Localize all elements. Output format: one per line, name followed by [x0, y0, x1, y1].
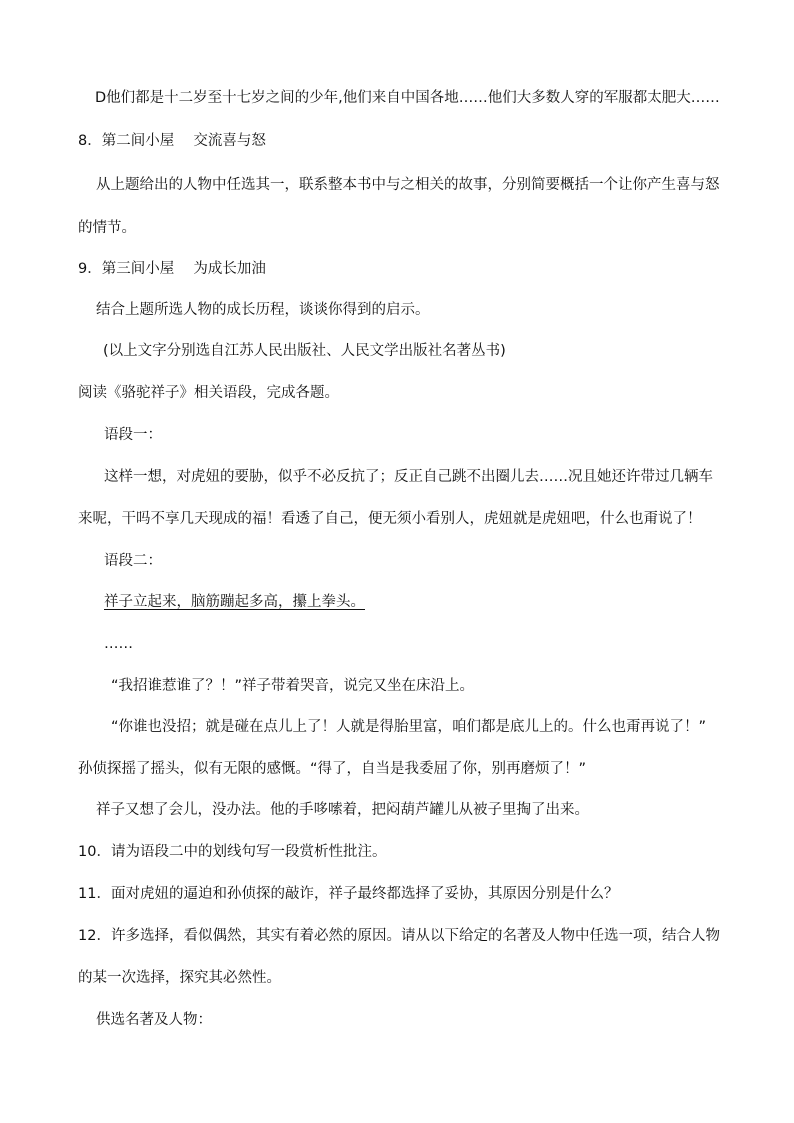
question-8-text-line-2: 的情节。 — [78, 220, 136, 236]
question-9-heading: 9．第三间小屋 为成长加油 — [78, 261, 266, 277]
question-12-line-2: 的某一次选择，探究其必然性。 — [78, 970, 281, 986]
passage-2-dialogue-1: “我招谁惹谁了？！”祥子带着哭音，说完又坐在床沿上。 — [111, 678, 475, 694]
question-8-text-line-1: 从上题给出的人物中任选其一，联系整本书中与之相关的故事，分别简要概括一个让你产生喜与怒 — [96, 177, 720, 193]
passage-2-closing-line: 祥子又想了会儿，没办法。他的手哆嗦着，把闷葫芦罐儿从被子里掏了出来。 — [96, 802, 589, 818]
question-11: 11．面对虎妞的逼迫和孙侦探的敲诈，祥子最终都选择了妥协，其原因分别是什么？ — [78, 886, 619, 902]
source-note: (以上文字分别选自江苏人民出版社、人民文学出版社名著丛书) — [103, 343, 506, 359]
reading-instruction: 阅读《骆驼祥子》相关语段，完成各题。 — [78, 385, 339, 401]
question-9-text: 结合上题所选人物的成长历程，谈谈你得到的启示。 — [96, 302, 430, 318]
passage-2-underlined-sentence: 祥子立起来，脑筋蹦起多高，攥上拳头。 — [104, 594, 365, 610]
passage-2-label: 语段二： — [104, 553, 162, 569]
passage-1-line-2: 来呢，干吗不享几天现成的福！看透了自己，便无须小看别人，虎妞就是虎妞吧，什么也甭说了！ — [78, 511, 702, 527]
passage-2-dialogue-3: 孙侦探摇了摇头，似有无限的感慨。“得了，自当是我委屈了你，别再磨烦了！” — [78, 761, 587, 777]
passage-2-ellipsis: …… — [104, 636, 133, 652]
question-12-line-1: 12．许多选择，看似偶然，其实有着必然的原因。请从以下给定的名著及人物中任选一项，结合人物 — [78, 928, 720, 944]
passage-2-dialogue-2: “你谁也没招；就是碰在点儿上了！人就是得胎里富，咱们都是底儿上的。什么也甭再说了！” — [111, 719, 707, 735]
option-d-line: D他们都是十二岁至十七岁之间的少年,他们来自中国各地……他们大多数人穿的军服都太肥大…… — [95, 90, 720, 106]
works-and-characters-label: 供选名著及人物： — [96, 1012, 212, 1028]
passage-1-line-1: 这样一想，对虎妞的要胁，似乎不必反抗了；反正自己跳不出圈儿去……况且她还许带过几辆车 — [104, 469, 713, 485]
question-8-heading: 8．第二间小屋 交流喜与怒 — [78, 133, 266, 149]
question-10: 10．请为语段二中的划线句写一段赏析性批注。 — [78, 844, 387, 860]
passage-1-label: 语段一： — [104, 427, 162, 443]
